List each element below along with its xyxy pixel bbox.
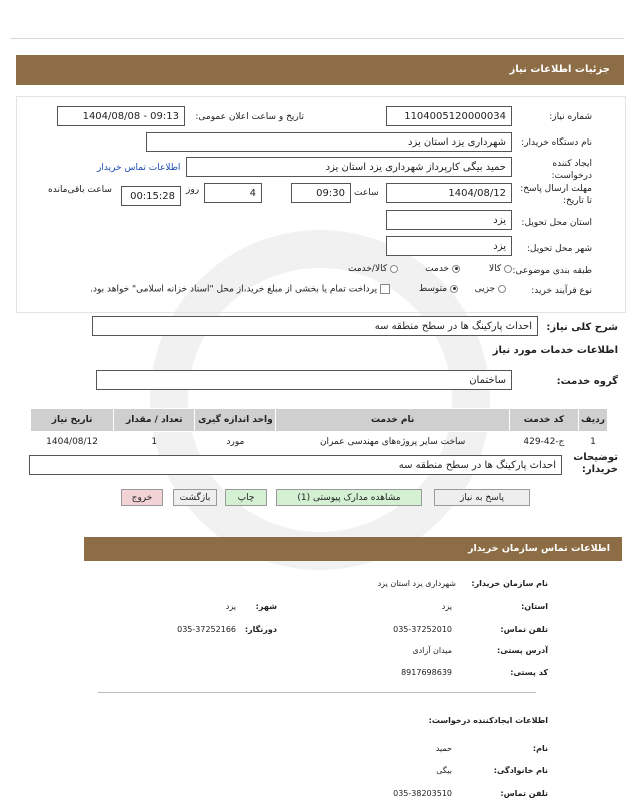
deadline-label: مهلت ارسال پاسخ: تا تاریخ: [520, 184, 592, 206]
contact-header [84, 537, 622, 561]
creator-field[interactable]: حمید بیگی کارپرداز شهرداری یزد استان یزد [186, 157, 512, 177]
deadline-time-label: ساعت [354, 188, 379, 198]
services-table [30, 408, 608, 452]
creator-phone-value: 035-38203510 [393, 789, 452, 798]
contact-city-value: یزد [225, 602, 236, 611]
last-name-value: بیگی [436, 766, 452, 775]
remaining-time-field[interactable]: 00:15:28 [121, 186, 181, 206]
org-name-label: نام سازمان خریدار: [471, 579, 548, 588]
first-name-label: نام: [532, 744, 548, 753]
address-label: آدرس پستی: [497, 646, 548, 655]
buyer-notes-field[interactable]: احداث پارکینگ ها در سطح منطقه سه [29, 455, 562, 475]
days-label: روز [186, 185, 200, 195]
last-name-label: نام خانوادگی: [493, 766, 548, 775]
col-header: نام خدمت [276, 409, 509, 432]
attachments-button[interactable]: مشاهده مدارک پیوستی (1) [276, 489, 422, 506]
col-header: واحد اندازه گیری [195, 409, 276, 432]
category-option-label: کالا/خدمت [347, 264, 388, 274]
radio-icon [504, 265, 512, 273]
table-cell: 1 [590, 437, 596, 447]
table-cell: 1 [151, 437, 158, 447]
table-row [31, 432, 608, 453]
org-name-value: شهرداری یزد استان یزد [377, 579, 456, 588]
reply-button[interactable]: پاسخ به نیاز [434, 489, 530, 506]
contact-divider [98, 692, 536, 693]
remaining-time-label: ساعت باقی‌مانده [48, 185, 112, 195]
category-option-service[interactable] [425, 264, 460, 274]
print-button[interactable]: چاپ [225, 489, 267, 506]
contact-city-label: شهر: [255, 602, 277, 611]
table-cell: ساخت سایر پروژه‌های مهندسی عمران [319, 437, 466, 447]
province-label: استان محل تحویل: [521, 218, 592, 228]
need-number-field[interactable]: 1104005120000034 [386, 106, 512, 126]
creator-info-title: اطلاعات ایجادکننده درخواست: [428, 716, 548, 725]
deadline-date-field[interactable]: 1404/08/12 [386, 183, 512, 203]
buyer-notes-label: توضیحات خریدار: [573, 452, 618, 475]
treasury-payment-checkbox[interactable] [90, 284, 390, 295]
radio-icon [390, 265, 398, 273]
city-label: شهر محل تحویل: [526, 244, 592, 254]
buyer-contact-link[interactable]: اطلاعات تماس خریدار [97, 163, 181, 173]
summary-label: شرح کلی نیاز: [546, 322, 618, 333]
category-option-label: کالا [488, 264, 502, 274]
radio-selected-icon [452, 265, 460, 273]
creator-label: ایجاد کننده درخواست: [551, 159, 592, 181]
summary-field[interactable]: احداث پارکینگ ها در سطح منطقه سه [92, 316, 538, 336]
purchase-type-label: نوع فرآیند خرید: [531, 286, 592, 296]
postal-value: 8917698639 [401, 668, 452, 677]
category-option-goods[interactable] [489, 264, 512, 274]
category-option-label: خدمت [425, 264, 450, 274]
service-group-field[interactable]: ساختمان [96, 370, 512, 390]
contact-title: اطلاعات تماس سازمان خریدار [467, 543, 610, 554]
days-remaining-field[interactable]: 4 [204, 183, 262, 203]
need-number-label: شماره نیاز: [549, 112, 592, 122]
page-title: جزئیات اطلاعات نیاز [509, 64, 610, 75]
radio-selected-icon [450, 285, 458, 293]
service-group-label: گروه خدمت: [556, 376, 618, 387]
fax-value: 035-37252166 [177, 625, 236, 634]
contact-province-label: استان: [521, 602, 548, 611]
city-field[interactable]: یزد [386, 236, 512, 256]
exit-button[interactable]: خروج [121, 489, 163, 506]
first-name-value: حمید [435, 744, 452, 753]
announce-label: تاریخ و ساعت اعلان عمومی: [195, 112, 304, 122]
deadline-time-field[interactable]: 09:30 [291, 183, 351, 203]
category-option-goods-service[interactable] [348, 264, 398, 274]
page-header [16, 55, 624, 85]
fax-label: دورنگار: [244, 625, 277, 634]
contact-province-value: یزد [441, 602, 452, 611]
radio-icon [498, 285, 506, 293]
phone-label: تلفن تماس: [500, 625, 548, 634]
top-divider [10, 38, 624, 39]
services-title: اطلاعات خدمات مورد نیاز [492, 345, 618, 356]
buyer-org-label: نام دستگاه خریدار: [521, 138, 592, 148]
province-field[interactable]: یزد [386, 210, 512, 230]
treasury-payment-label: پرداخت تمام یا بخشی از مبلغ خرید،از محل "اسناد خزانه اسلامی" خواهد بود. [90, 284, 378, 295]
col-header: ردیف [578, 409, 607, 432]
phone-value: 035-37252010 [393, 625, 452, 634]
table-cell: 1404/08/12 [46, 437, 99, 447]
category-label: طبقه بندی موضوعی: [512, 266, 592, 276]
creator-phone-label: تلفن تماس: [500, 789, 548, 798]
buyer-org-field[interactable]: شهرداری یزد استان یزد [146, 132, 512, 152]
back-button[interactable]: بازگشت [173, 489, 217, 506]
table-header-row [31, 409, 608, 432]
purchase-option-medium[interactable] [419, 284, 458, 294]
purchase-option-label: جزیی [474, 284, 496, 294]
col-header: تعداد / مقدار [114, 409, 195, 432]
purchase-option-minor[interactable] [475, 284, 506, 294]
checkbox-icon [380, 284, 390, 294]
postal-label: کد پستی: [510, 668, 548, 677]
table-cell: مورد [226, 437, 245, 447]
purchase-option-label: متوسط [418, 284, 448, 294]
col-header: کد خدمت [509, 409, 578, 432]
address-value: میدان آزادی [412, 646, 452, 655]
table-cell: ج-42-429 [523, 437, 565, 447]
announce-datetime-field[interactable]: 1404/08/08 - 09:13 [57, 106, 185, 126]
col-header: تاریخ نیاز [31, 409, 114, 432]
